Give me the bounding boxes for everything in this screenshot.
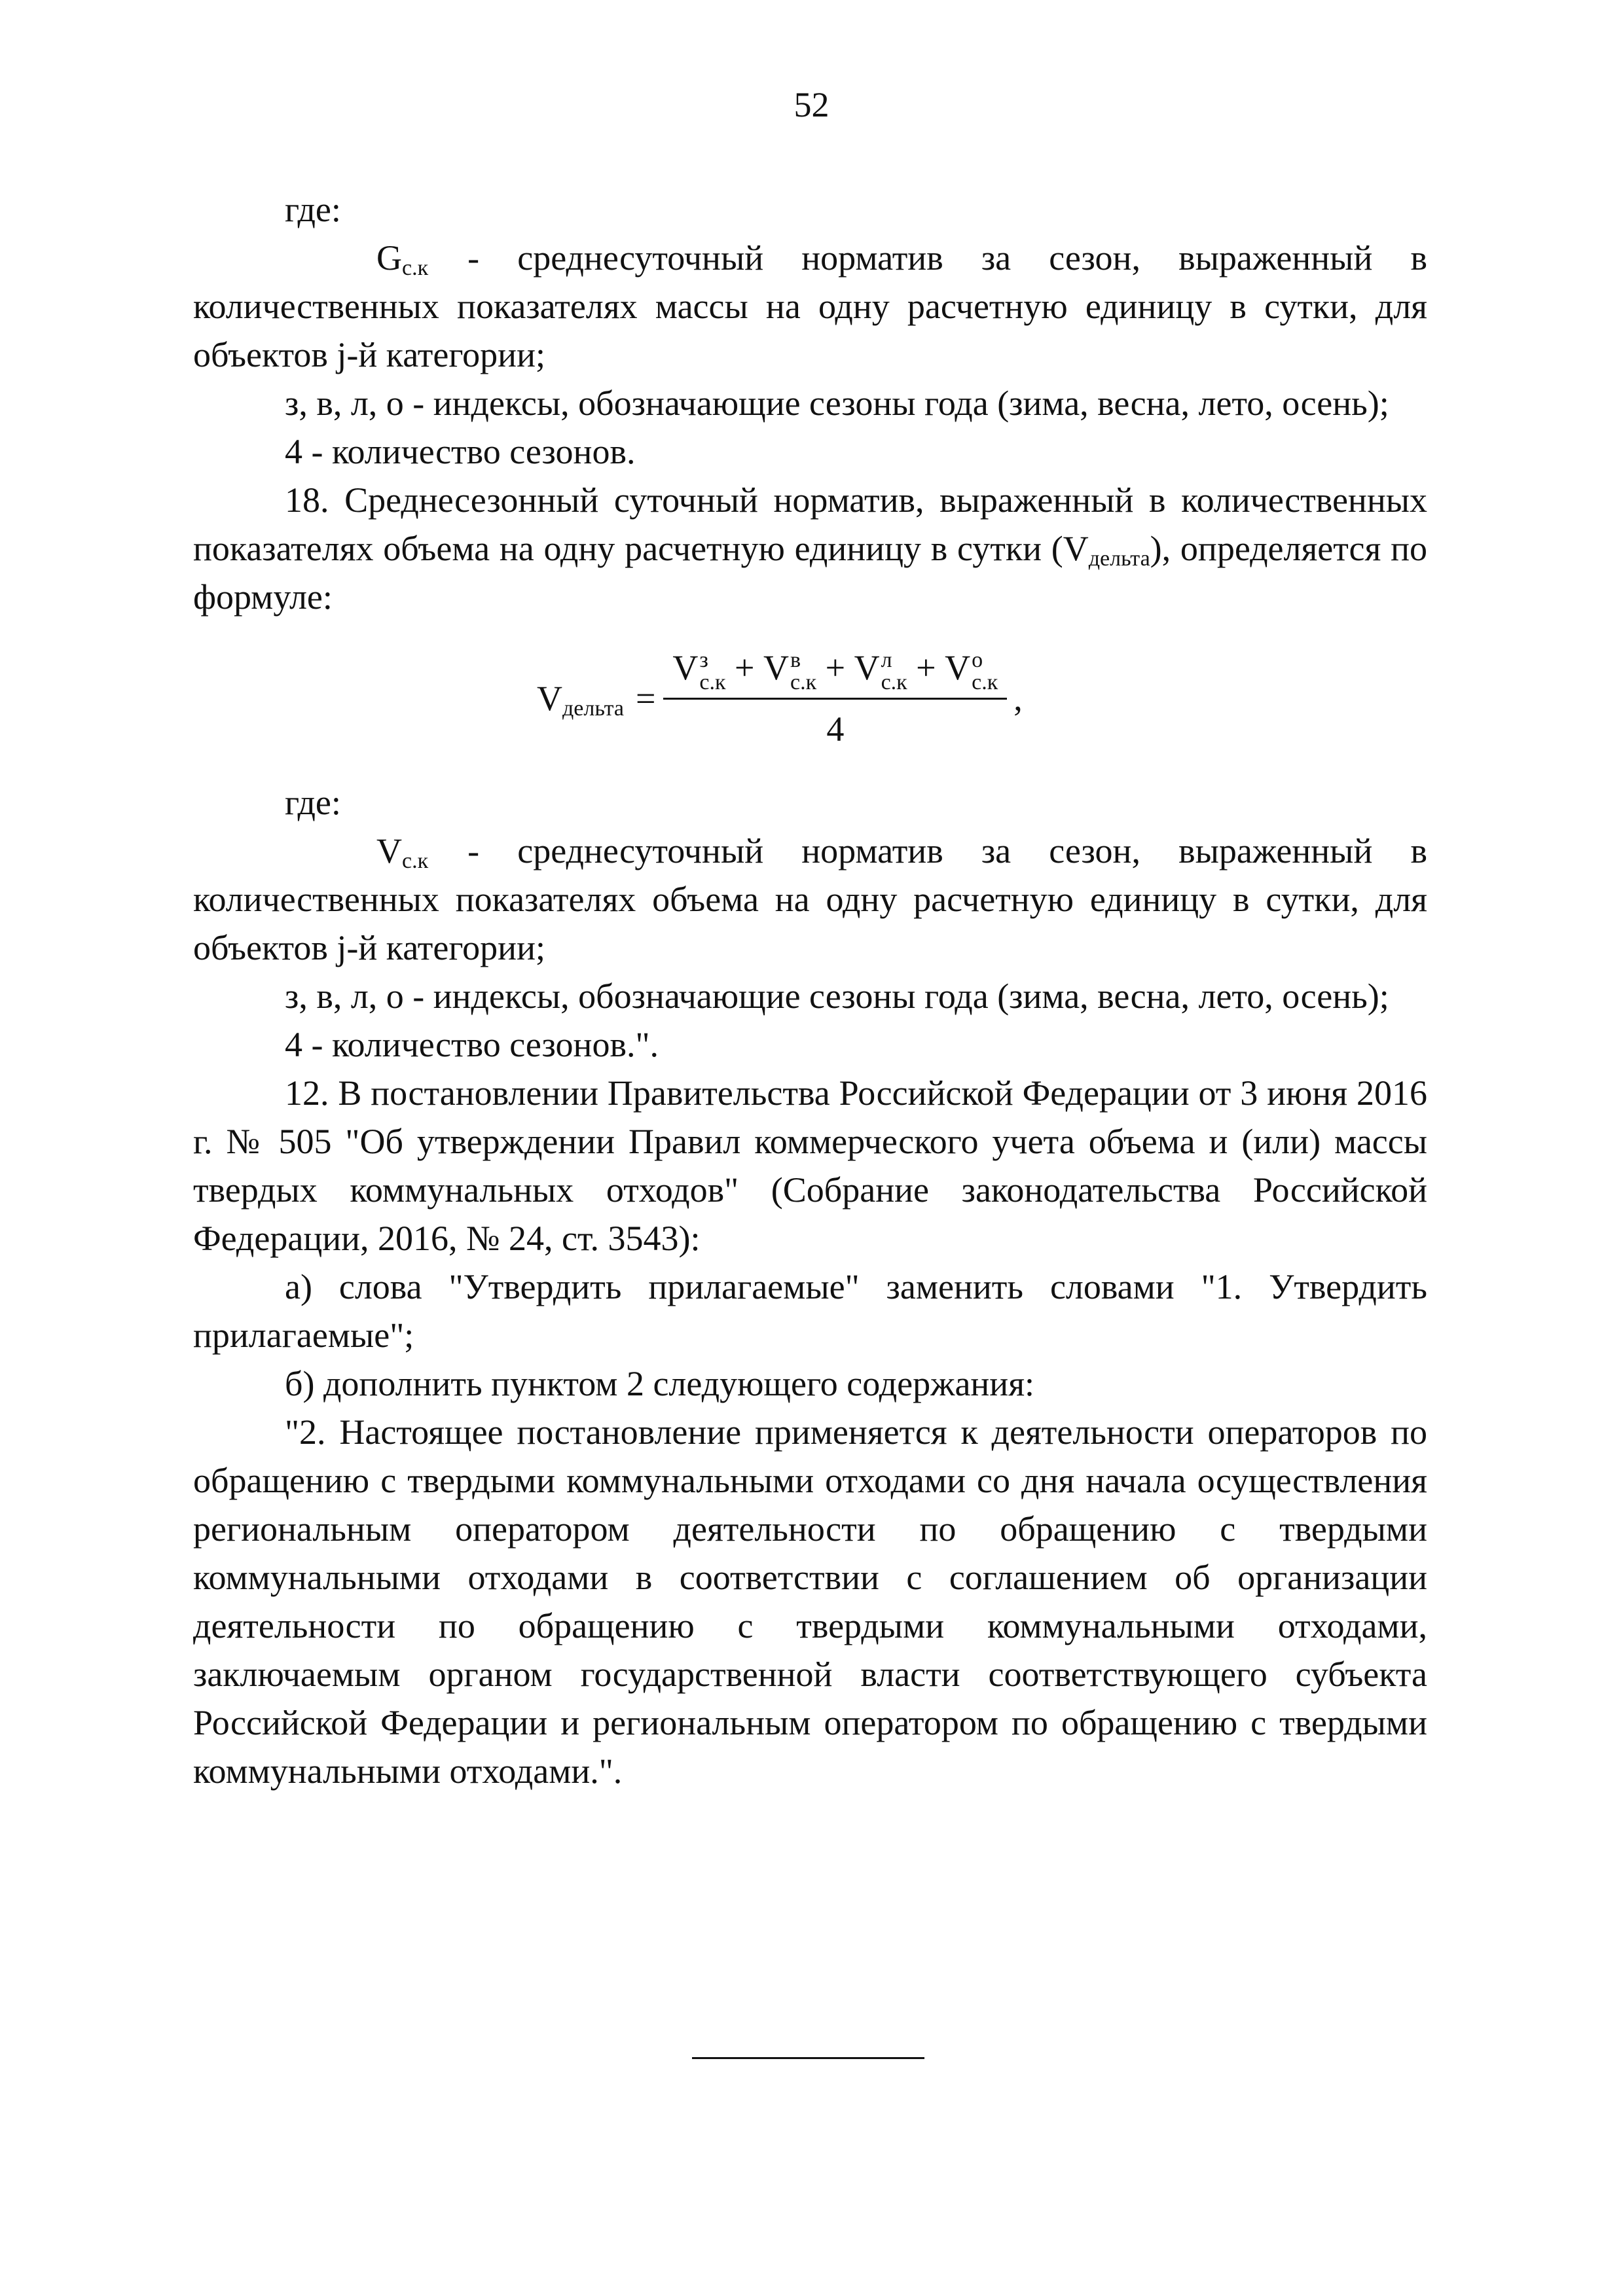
formula	[537, 643, 1023, 753]
quoted-clause-2: "2. Настоящее постановление применяется к деятельности операторов по обращению с твердыми коммунальными отходами со дня начала осуществления региональным оператором деятельности по обращению с твердыми коммунальными отходами в соответствии с соглашением об организации деятельности по обращению с твердыми коммунальными отходами, заключаемым органом государственной власти соответствующего субъекта Российской Федерации и региональным оператором по обращению с твердыми коммунальными отходами.".	[193, 1412, 1427, 1791]
term-summer: V л с.к	[854, 647, 907, 694]
formula-comma: ,	[1013, 678, 1023, 718]
term-spring: V в с.к	[763, 647, 817, 694]
definition-v	[193, 827, 1427, 972]
where-label-2: где:	[285, 783, 341, 822]
season-indices-definition-2: з, в, л, о - индексы, обозначающие сезоны года (зима, весна, лето, осень);	[285, 977, 1389, 1016]
term-winter: V з с.к	[672, 647, 726, 694]
definition-g-text: - среднесуточный норматив за сезон, выраженный в количественных показателях массы на одну расчетную единицу в сутки, для объектов j-й категории;	[193, 238, 1427, 374]
plus-sign: +	[916, 648, 936, 687]
season-count-definition-1: 4 - количество сезонов.	[285, 432, 636, 471]
definition-v-text: - среднесуточный норматив за сезон, выраженный в количественных показателях объема на одну расчетную единицу в сутки, для объектов j-й категории;	[193, 831, 1427, 967]
subitem-a: а) слова "Утвердить прилагаемые" заменить словами "1. Утвердить прилагаемые";	[193, 1267, 1427, 1355]
definition-g	[193, 234, 1427, 379]
season-count-definition-2: 4 - количество сезонов.".	[285, 1025, 659, 1064]
where-label-1: где:	[285, 190, 341, 229]
formula-numerator	[663, 643, 1007, 700]
page-number: 52	[793, 85, 830, 124]
subitem-b: б) дополнить пунктом 2 следующего содержания:	[285, 1364, 1035, 1403]
end-rule-divider	[692, 2057, 924, 2059]
symbol-v: $V_{с.к}$	[376, 831, 429, 873]
plus-sign: +	[735, 648, 755, 687]
formula-denominator: 4	[826, 709, 845, 749]
formula-lhs: $V_{дельта}$	[537, 678, 624, 721]
document-body	[193, 185, 1427, 1795]
symbol-g: $G_{с.к}$	[376, 238, 429, 280]
item-12-paragraph: 12. В постановлении Правительства Российской Федерации от 3 июня 2016 г. № 505 "Об утверждении Правил коммерческого учета объема и (или) массы твердых коммунальных отходов" (Собрание законодательства Российской Федерации, 2016, № 24, ст. 3543):	[193, 1073, 1427, 1258]
plus-sign: +	[825, 648, 846, 687]
item-18-paragraph: 18. Среднесезонный суточный норматив, выраженный в количественных показателях объема на одну расчетную единицу в сутки $(V_{дельта})$, определяется по формуле:	[193, 480, 1427, 617]
term-autumn: V о с.к	[945, 647, 998, 694]
season-indices-definition-1: з, в, л, о - индексы, обозначающие сезоны года (зима, весна, лето, осень);	[285, 384, 1389, 423]
formula-fraction	[663, 643, 1007, 753]
formula-equals: =	[635, 678, 656, 718]
formula-block	[193, 637, 1427, 768]
